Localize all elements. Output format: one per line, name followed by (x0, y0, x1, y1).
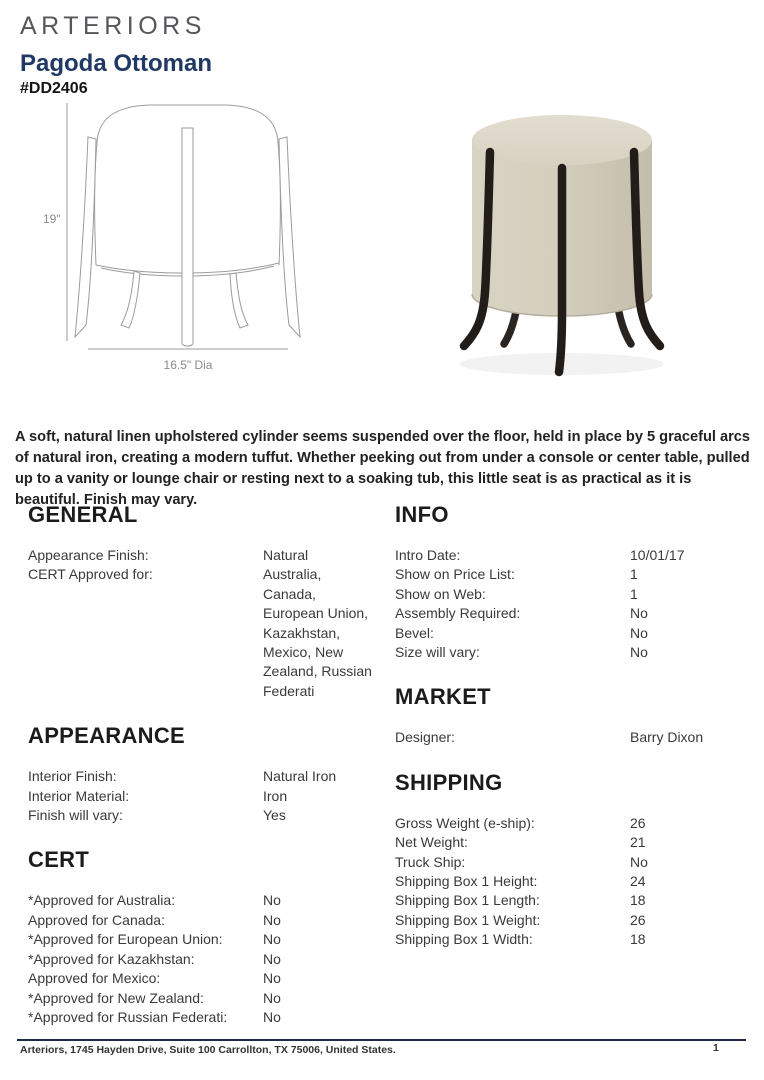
spec-value: No (630, 605, 648, 622)
spec-row (395, 604, 747, 623)
spec-row (28, 787, 386, 806)
section-title-cert: CERT (28, 847, 90, 873)
spec-value: Barry Dixon (630, 729, 704, 746)
spec-value: 26 (630, 814, 646, 831)
spec-value: Yes (263, 807, 286, 824)
spec-value: Australia, Canada, European Union, Kazakhstan, Mexico, New Zealand, Russian Federati (263, 566, 372, 699)
spec-label: Appearance Finish: (28, 547, 149, 563)
brand-logo: ARTERIORS (20, 12, 206, 40)
spec-label: Size will vary: (395, 644, 480, 661)
dimension-drawing (30, 95, 345, 390)
spec-label: Approved for Mexico: (28, 970, 161, 987)
spec-value: No (263, 950, 281, 967)
product-photo (402, 82, 722, 387)
spec-row (395, 624, 747, 643)
section-general (28, 500, 386, 701)
spec-value: 10/01/17 (630, 547, 685, 563)
product-title: Pagoda Ottoman (20, 50, 213, 77)
spec-value: No (630, 853, 648, 870)
section-title-shipping: SHIPPING (395, 769, 503, 795)
spec-label: Designer: (395, 729, 455, 746)
spec-row (395, 891, 747, 910)
spec-value: Natural Iron (263, 768, 337, 785)
product-description: A soft, natural linen upholstered cylinder seems suspended over the floor, held in place by 5 graceful arcs of natural iron, creating a modern tuffut. Whether peeking out from under a console or center table, pulled up to a vanity or lounge chair or resting next to a soaking tub, this little seat is as practical as it is beautiful. Finish may vary. (15, 429, 751, 508)
spec-label: Net Weight: (395, 834, 468, 851)
spec-label: Interior Material: (28, 787, 130, 804)
product-sku: #DD2406 (20, 80, 88, 97)
spec-row (28, 806, 386, 825)
spec-row (28, 767, 386, 786)
spec-row (395, 930, 747, 949)
spec-value: 21 (630, 834, 646, 851)
spec-row (28, 989, 386, 1008)
height-dimension-label: 19" (43, 212, 61, 226)
section-title-general: GENERAL (28, 502, 138, 527)
section-market (395, 682, 747, 747)
section-title-info: INFO (395, 502, 449, 527)
spec-column-left (28, 500, 386, 1027)
section-shipping (395, 768, 747, 950)
section-info (395, 500, 747, 662)
spec-row (395, 911, 747, 930)
spec-row (28, 930, 386, 949)
spec-label: Intro Date: (395, 547, 461, 563)
section-cert (28, 845, 386, 1027)
spec-value: 18 (630, 892, 646, 909)
spec-value: Natural (263, 547, 309, 563)
footer-address: Arteriors, 1745 Hayden Drive, Suite 100 Carrollton, TX 75006, United States. (20, 1044, 396, 1056)
spec-value: Iron (263, 787, 288, 804)
spec-row (395, 565, 747, 584)
spec-label: CERT Approved for: (28, 566, 153, 583)
spec-row (28, 565, 386, 701)
ottoman-cushion-top (472, 115, 652, 165)
spec-value: 1 (630, 566, 638, 583)
spec-value: 26 (630, 911, 646, 928)
spec-row (395, 872, 747, 891)
spec-row (28, 969, 386, 988)
footer-divider (17, 1039, 746, 1041)
section-title-appearance: APPEARANCE (28, 723, 186, 749)
spec-label: *Approved for European Union: (28, 931, 223, 948)
spec-value: No (263, 931, 281, 948)
spec-row (28, 950, 386, 969)
spec-label: *Approved for Kazakhstan: (28, 950, 195, 967)
section-appearance (28, 721, 386, 825)
spec-value: No (263, 911, 281, 928)
spec-row (395, 585, 747, 604)
spec-label: Shipping Box 1 Weight: (395, 911, 541, 928)
spec-value: 18 (630, 931, 646, 948)
spec-value: No (263, 989, 281, 1006)
spec-label: Truck Ship: (395, 853, 466, 870)
spec-value: No (630, 644, 648, 661)
spec-row (395, 643, 747, 662)
spec-row (395, 814, 747, 833)
spec-row (395, 853, 747, 872)
section-title-market: MARKET (395, 684, 491, 710)
spec-row (28, 911, 386, 930)
spec-label: Gross Weight (e-ship): (395, 814, 535, 831)
spec-label: Shipping Box 1 Height: (395, 873, 538, 890)
spec-value: No (263, 892, 281, 909)
spec-value: No (263, 1008, 281, 1025)
spec-label: Bevel: (395, 624, 434, 641)
spec-value: No (263, 970, 281, 987)
page-number: 1 (713, 1042, 719, 1054)
spec-row (395, 833, 747, 852)
spec-label: *Approved for New Zealand: (28, 989, 204, 1006)
spec-label: Show on Price List: (395, 566, 515, 583)
spec-label: Shipping Box 1 Width: (395, 931, 533, 948)
spec-label: Assembly Required: (395, 605, 521, 622)
diameter-dimension-label: 16.5" Dia (163, 358, 213, 372)
spec-label: Interior Finish: (28, 768, 117, 785)
spec-label: *Approved for Russian Federati: (28, 1008, 228, 1025)
spec-label: Finish will vary: (28, 807, 123, 824)
spec-column-right (395, 500, 747, 950)
spec-row (28, 546, 386, 565)
spec-label: Approved for Canada: (28, 911, 165, 928)
spec-row (28, 1008, 386, 1027)
spec-value: 24 (630, 873, 646, 890)
spec-value: No (630, 624, 648, 641)
spec-label: Show on Web: (395, 585, 486, 602)
spec-label: *Approved for Australia: (28, 892, 176, 909)
spec-row (28, 891, 386, 910)
spec-row (395, 546, 747, 565)
spec-row (395, 728, 747, 747)
spec-label: Shipping Box 1 Length: (395, 892, 540, 909)
spec-value: 1 (630, 585, 638, 602)
